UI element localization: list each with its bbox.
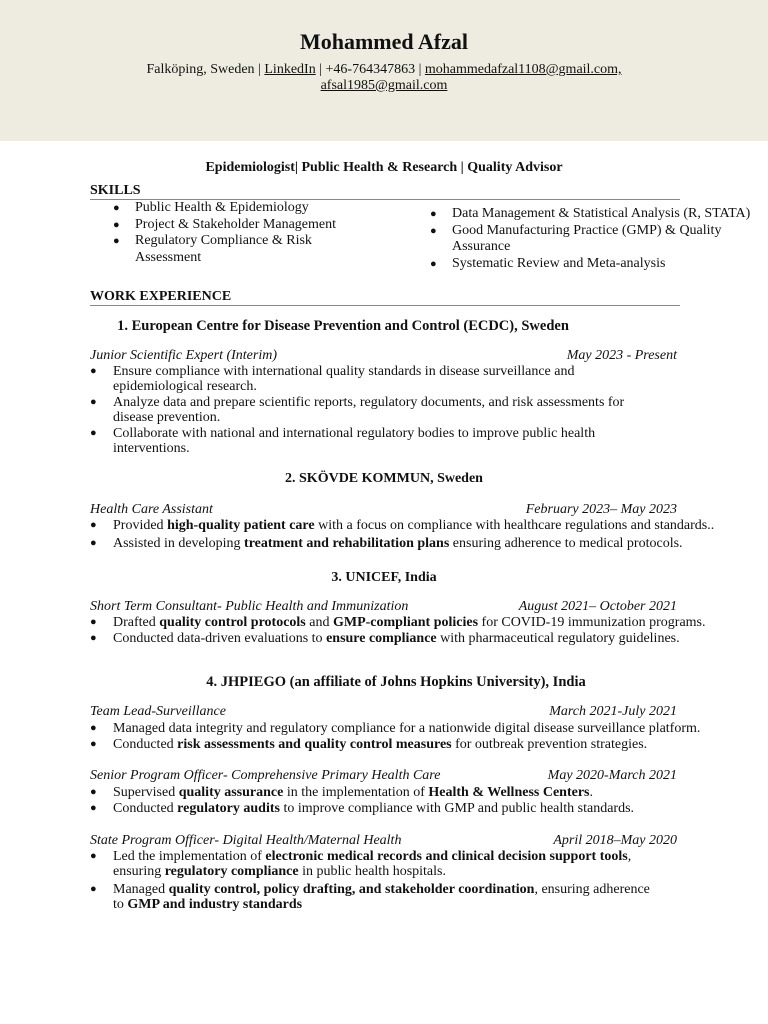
- bullet-item: ● Managed data integrity and regulatory compliance for a nationwide digital disease surveillance platform.: [90, 721, 730, 736]
- separator: |: [415, 62, 425, 77]
- skill-item: ● Systematic Review and Meta-analysis: [430, 256, 760, 273]
- org-heading: 2. SKÖVDE KOMMUN, Sweden: [285, 471, 483, 486]
- role-bullets: [90, 518, 730, 552]
- role-row: [90, 704, 677, 720]
- skill-item: ● Data Management & Statistical Analysis (R, STATA): [430, 206, 760, 223]
- bullet-item: ● Conducted data-driven evaluations to ensure compliance with pharmaceutical regulatory guidelines.: [90, 631, 730, 646]
- bullet-item: ● Managed quality control, policy drafting, and stakeholder coordination, ensuring adherence to GMP and industry standards: [90, 882, 660, 912]
- role-row: [90, 502, 677, 518]
- work-experience-heading: WORK EXPERIENCE: [90, 288, 680, 306]
- role-title: State Program Officer- Digital Health/Maternal Health: [90, 833, 402, 848]
- separator: |: [315, 62, 326, 77]
- role-bullets: [90, 785, 730, 817]
- role-title: Senior Program Officer- Comprehensive Primary Health Care: [90, 768, 441, 783]
- role-date: May 2020-March 2021: [547, 768, 677, 783]
- role-title: Short Term Consultant- Public Health and Immunization: [90, 599, 409, 614]
- role-title: Health Care Assistant: [90, 502, 213, 517]
- role-date: April 2018–May 2020: [553, 833, 677, 848]
- separator: |: [254, 62, 265, 77]
- role-date: August 2021– October 2021: [518, 599, 677, 614]
- org-heading: 3. UNICEF, India: [331, 570, 437, 585]
- bullet-item: ● Collaborate with national and international regulatory bodies to improve public health interventions.: [90, 426, 650, 456]
- role-bullets: [90, 721, 730, 753]
- role-bullets: [90, 364, 650, 457]
- bullet-item: ● Led the implementation of electronic medical records and clinical decision support tools, ensuring regulatory compliance in public health hospitals.: [90, 849, 660, 879]
- role-bullets: [90, 615, 730, 647]
- role-title: Team Lead-Surveillance: [90, 704, 226, 719]
- bullet-item: ● Assisted in developing treatment and rehabilitation plans ensuring adherence to medical protocols.: [90, 536, 730, 551]
- role-row: [90, 768, 677, 784]
- phone: +46-764347863: [325, 62, 416, 77]
- role-row: [90, 348, 677, 364]
- role-row: [90, 599, 677, 615]
- role-date: March 2021-July 2021: [549, 704, 677, 719]
- linkedin-link[interactable]: LinkedIn: [264, 62, 316, 77]
- skills-right-list: [430, 206, 760, 272]
- bullet-item: ● Analyze data and prepare scientific reports, regulatory documents, and risk assessments for disease prevention.: [90, 395, 650, 425]
- bullet-item: ● Ensure compliance with international quality standards in disease surveillance and epidemiological research.: [90, 364, 650, 394]
- contact-line: [0, 62, 768, 94]
- role-row: [90, 833, 677, 849]
- skills-left-list: [113, 200, 353, 266]
- org-heading: 1. European Centre for Disease Prevention and Control (ECDC), Sweden: [117, 318, 569, 334]
- candidate-name: Mohammed Afzal: [299, 29, 469, 54]
- org-heading: 4. JHPIEGO (an affiliate of Johns Hopkins University), India: [206, 674, 586, 690]
- role-bullets: [90, 849, 660, 913]
- bullet-item: ● Drafted quality control protocols and GMP-compliant policies for COVID-19 immunization programs.: [90, 615, 730, 630]
- role-date: May 2023 - Present: [566, 348, 677, 363]
- skill-item: ● Regulatory Compliance & Risk Assessment: [113, 233, 353, 266]
- location: Falköping, Sweden: [146, 62, 255, 77]
- skills-heading: SKILLS: [90, 182, 680, 200]
- skill-item: ● Project & Stakeholder Management: [113, 217, 353, 234]
- skill-item: ● Good Manufacturing Practice (GMP) & Quality Assurance: [430, 223, 760, 256]
- role-date: February 2023– May 2023: [525, 502, 677, 517]
- bullet-item: ● Supervised quality assurance in the implementation of Health & Wellness Centers.: [90, 785, 730, 800]
- skill-item: ● Public Health & Epidemiology: [113, 200, 353, 217]
- bullet-item: ● Conducted risk assessments and quality control measures for outbreak prevention strategies.: [90, 737, 730, 752]
- email-link-secondary[interactable]: afsal1985@gmail.com: [320, 78, 448, 93]
- role-title: Junior Scientific Expert (Interim): [90, 348, 277, 363]
- email-link-primary[interactable]: mohammedafzal1108@gmail.com,: [424, 62, 622, 77]
- bullet-item: ● Conducted regulatory audits to improve compliance with GMP and public health standards.: [90, 801, 730, 816]
- headline: Epidemiologist| Public Health & Research | Quality Advisor: [205, 160, 563, 175]
- bullet-item: ● Provided high-quality patient care with a focus on compliance with healthcare regulations and standards..: [90, 518, 730, 533]
